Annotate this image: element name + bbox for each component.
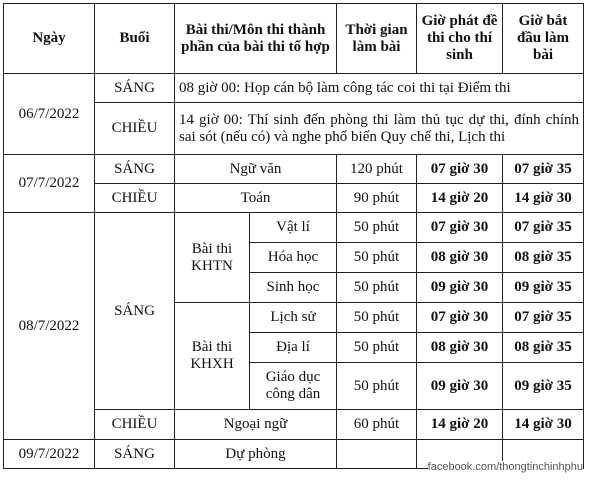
handout-time-cell: 08 giờ 30	[417, 243, 503, 273]
session-cell: SÁNG	[95, 155, 175, 184]
session-cell: SÁNG	[95, 74, 175, 103]
handout-time-cell: 09 giờ 30	[417, 273, 503, 303]
start-time-cell: 08 giờ 35	[503, 243, 584, 273]
handout-time-cell: 07 giờ 30	[417, 213, 503, 243]
header-gio-bat-dau: Giờ bắt đầu làm bài	[503, 4, 584, 74]
start-time-cell: 08 giờ 35	[503, 333, 584, 363]
date-cell: 09/7/2022	[4, 440, 95, 469]
duration-cell: 90 phút	[337, 184, 417, 213]
subject-cell: Sinh học	[250, 273, 337, 303]
table-row	[4, 213, 584, 243]
duration-cell: 50 phút	[337, 213, 417, 243]
subject-cell: Giáo dục công dân	[250, 363, 337, 410]
duration-cell: 60 phút	[337, 410, 417, 440]
date-cell: 07/7/2022	[4, 155, 95, 213]
table-row	[4, 155, 584, 184]
subject-cell: Ngoại ngữ	[175, 410, 337, 440]
empty-cell	[337, 440, 417, 469]
start-time-cell: 09 giờ 35	[503, 363, 584, 410]
session-cell: SÁNG	[95, 440, 175, 469]
date-cell: 06/7/2022	[4, 74, 95, 155]
header-ngay: Ngày	[4, 4, 95, 74]
header-row	[4, 4, 584, 74]
start-time-cell: 14 giờ 30	[503, 184, 584, 213]
handout-time-cell: 08 giờ 30	[417, 333, 503, 363]
session-cell: CHIỀU	[95, 184, 175, 213]
session-cell: SÁNG	[95, 213, 175, 410]
session-cell: CHIỀU	[95, 103, 175, 155]
header-buoi: Buổi	[95, 4, 175, 74]
duration-cell: 50 phút	[337, 243, 417, 273]
start-time-cell: 07 giờ 35	[503, 213, 584, 243]
watermark: facebook.com/thongtinchinhphu	[427, 461, 583, 473]
note-cell: 08 giờ 00: Họp cán bộ làm công tác coi thi tại Điểm thi	[175, 74, 584, 103]
header-mon-thi: Bài thi/Môn thi thành phần của bài thi tổ hợp	[175, 4, 337, 74]
start-time-cell: 14 giờ 30	[503, 410, 584, 440]
subject-cell: Hóa học	[250, 243, 337, 273]
note-cell: 14 giờ 00: Thí sinh đến phòng thi làm thủ tục dự thi, đính chính sai sót (nếu có) và nghe phổ biến Quy chế thi, Lịch thi	[175, 103, 584, 155]
handout-time-cell: 14 giờ 20	[417, 410, 503, 440]
subject-cell: Địa lí	[250, 333, 337, 363]
start-time-cell: 07 giờ 35	[503, 303, 584, 333]
header-gio-phat-de: Giờ phát đề thi cho thí sinh	[417, 4, 503, 74]
duration-cell: 50 phút	[337, 363, 417, 410]
subject-cell: Dự phòng	[175, 440, 337, 469]
subject-cell: Lịch sử	[250, 303, 337, 333]
handout-time-cell: 07 giờ 30	[417, 303, 503, 333]
handout-time-cell: 09 giờ 30	[417, 363, 503, 410]
handout-time-cell: 07 giờ 30	[417, 155, 503, 184]
duration-cell: 50 phút	[337, 303, 417, 333]
subject-cell: Vật lí	[250, 213, 337, 243]
group-khxh-cell: Bài thi KHXH	[175, 303, 250, 410]
group-khtn-cell: Bài thi KHTN	[175, 213, 250, 303]
session-cell: CHIỀU	[95, 410, 175, 440]
date-cell: 08/7/2022	[4, 213, 95, 440]
duration-cell: 50 phút	[337, 333, 417, 363]
subject-cell: Ngữ văn	[175, 155, 337, 184]
exam-schedule-table	[3, 3, 584, 469]
handout-time-cell: 14 giờ 20	[417, 184, 503, 213]
start-time-cell: 07 giờ 35	[503, 155, 584, 184]
table-row	[4, 74, 584, 103]
duration-cell: 50 phút	[337, 273, 417, 303]
header-thoi-gian: Thời gian làm bài	[337, 4, 417, 74]
start-time-cell: 09 giờ 35	[503, 273, 584, 303]
duration-cell: 120 phút	[337, 155, 417, 184]
subject-cell: Toán	[175, 184, 337, 213]
